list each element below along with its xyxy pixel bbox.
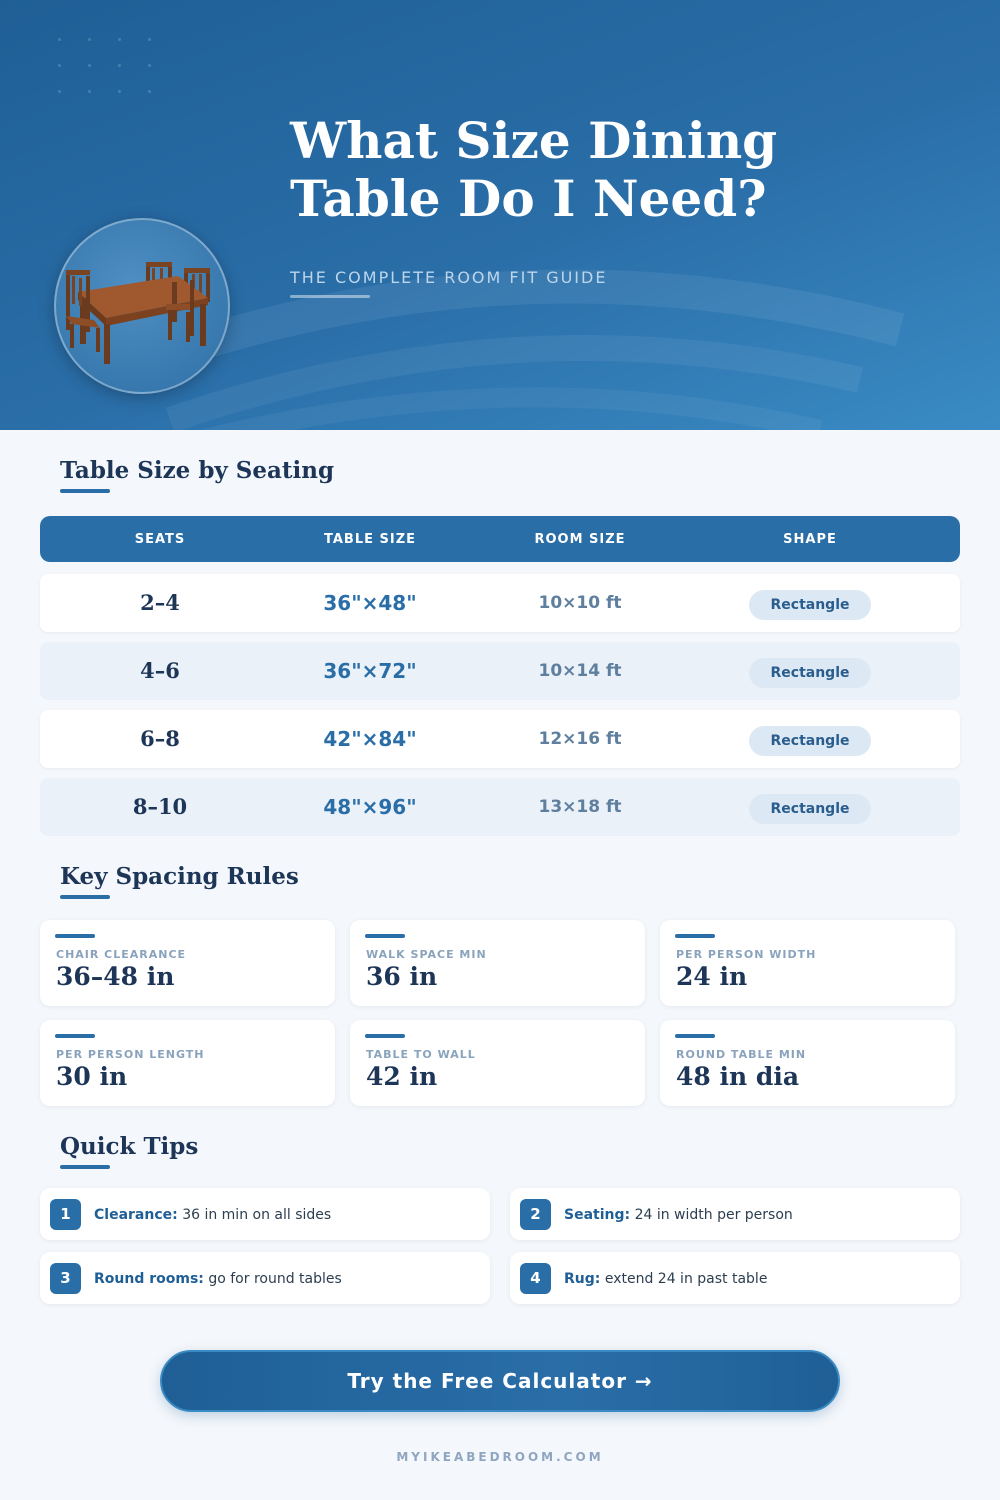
section-underline: [60, 895, 110, 899]
tip-title: Clearance:: [94, 1207, 178, 1223]
spacing-label: ROUND TABLE MIN: [676, 1048, 807, 1061]
spacing-label: WALK SPACE MIN: [366, 948, 487, 961]
tip-number-badge: 2: [520, 1199, 551, 1230]
section-title-tips: Quick Tips: [60, 1133, 199, 1160]
shape-badge: Rectangle: [749, 590, 871, 620]
card-accent: [55, 934, 95, 938]
tip-title: Rug:: [564, 1271, 601, 1287]
tip-title: Seating:: [564, 1207, 631, 1223]
spacing-label: PER PERSON LENGTH: [56, 1048, 205, 1061]
page-title-line-1: What Size Dining: [290, 111, 778, 170]
seats-cell: 6–8: [140, 726, 180, 751]
spacing-value: 36–48 in: [56, 962, 175, 991]
tip-number-badge: 1: [50, 1199, 81, 1230]
tip-item: [40, 1252, 490, 1304]
shape-badge: Rectangle: [749, 726, 871, 756]
section-underline: [60, 489, 110, 493]
table-size-cell: 48"×96": [323, 795, 417, 819]
room-size-cell: 10×10 ft: [538, 593, 622, 613]
column-header-seats: SEATS: [134, 532, 186, 547]
footer-site-name: MYIKEABEDROOM.COM: [396, 1450, 604, 1464]
seats-cell: 8–10: [132, 794, 188, 819]
dining-table-icon: [54, 218, 230, 394]
spacing-value: 30 in: [56, 1062, 128, 1091]
tip-title: Round rooms:: [94, 1271, 204, 1287]
spacing-value: 24 in: [676, 962, 748, 991]
table-row: [40, 778, 960, 836]
spacing-card: [660, 920, 955, 1006]
spacing-card: [40, 920, 335, 1006]
subtitle-underline: [290, 295, 370, 298]
card-accent: [365, 934, 405, 938]
spacing-card: [40, 1020, 335, 1106]
table-header: [40, 516, 960, 562]
column-header-shape: SHAPE: [783, 532, 837, 547]
section-title-seating: Table Size by Seating: [60, 457, 335, 484]
table-row: [40, 642, 960, 700]
free-calculator-button[interactable]: Try the Free Calculator →: [160, 1350, 840, 1412]
room-size-cell: 13×18 ft: [538, 797, 622, 817]
section-underline: [60, 1165, 110, 1169]
hero-banner: [0, 0, 1000, 430]
table-row: [40, 574, 960, 632]
card-accent: [675, 934, 715, 938]
tip-text: [564, 1188, 793, 1240]
card-accent: [365, 1034, 405, 1038]
seats-cell: 2–4: [140, 590, 180, 615]
column-header-table-size: TABLE SIZE: [323, 532, 417, 547]
shape-badge: Rectangle: [749, 794, 871, 824]
table-row: [40, 710, 960, 768]
spacing-value: 48 in dia: [676, 1062, 800, 1091]
shape-badge: Rectangle: [749, 658, 871, 688]
room-size-cell: 12×16 ft: [538, 729, 622, 749]
table-size-cell: 36"×72": [323, 659, 417, 683]
spacing-card: [350, 1020, 645, 1106]
spacing-card: [660, 1020, 955, 1106]
table-size-cell: 42"×84": [323, 727, 417, 751]
dot-pattern: [58, 38, 158, 118]
tip-body: extend 24 in past table: [604, 1271, 768, 1287]
spacing-label: TABLE TO WALL: [366, 1048, 476, 1061]
column-header-room-size: ROOM SIZE: [534, 532, 626, 547]
tip-text: [94, 1252, 342, 1304]
table-size-cell: 36"×48": [323, 591, 417, 615]
card-accent: [675, 1034, 715, 1038]
spacing-value: 36 in: [366, 962, 438, 991]
tip-number-badge: 4: [520, 1263, 551, 1294]
tip-item: [510, 1252, 960, 1304]
spacing-label: CHAIR CLEARANCE: [56, 948, 187, 961]
tip-item: [510, 1188, 960, 1240]
section-title-spacing: Key Spacing Rules: [60, 863, 299, 890]
spacing-label: PER PERSON WIDTH: [676, 948, 817, 961]
spacing-card: [350, 920, 645, 1006]
tip-text: [94, 1188, 331, 1240]
spacing-value: 42 in: [366, 1062, 438, 1091]
page-title-line-2: Table Do I Need?: [290, 169, 767, 228]
seats-cell: 4–6: [140, 658, 180, 683]
tip-item: [40, 1188, 490, 1240]
room-size-cell: 10×14 ft: [538, 661, 622, 681]
tip-body: 36 in min on all sides: [182, 1207, 332, 1223]
card-accent: [55, 1034, 95, 1038]
tip-body: go for round tables: [208, 1271, 342, 1287]
page-title: [290, 112, 930, 228]
tip-body: 24 in width per person: [634, 1207, 793, 1223]
page-subtitle: THE COMPLETE ROOM FIT GUIDE: [290, 268, 608, 287]
tip-text: [564, 1252, 767, 1304]
tip-number-badge: 3: [50, 1263, 81, 1294]
